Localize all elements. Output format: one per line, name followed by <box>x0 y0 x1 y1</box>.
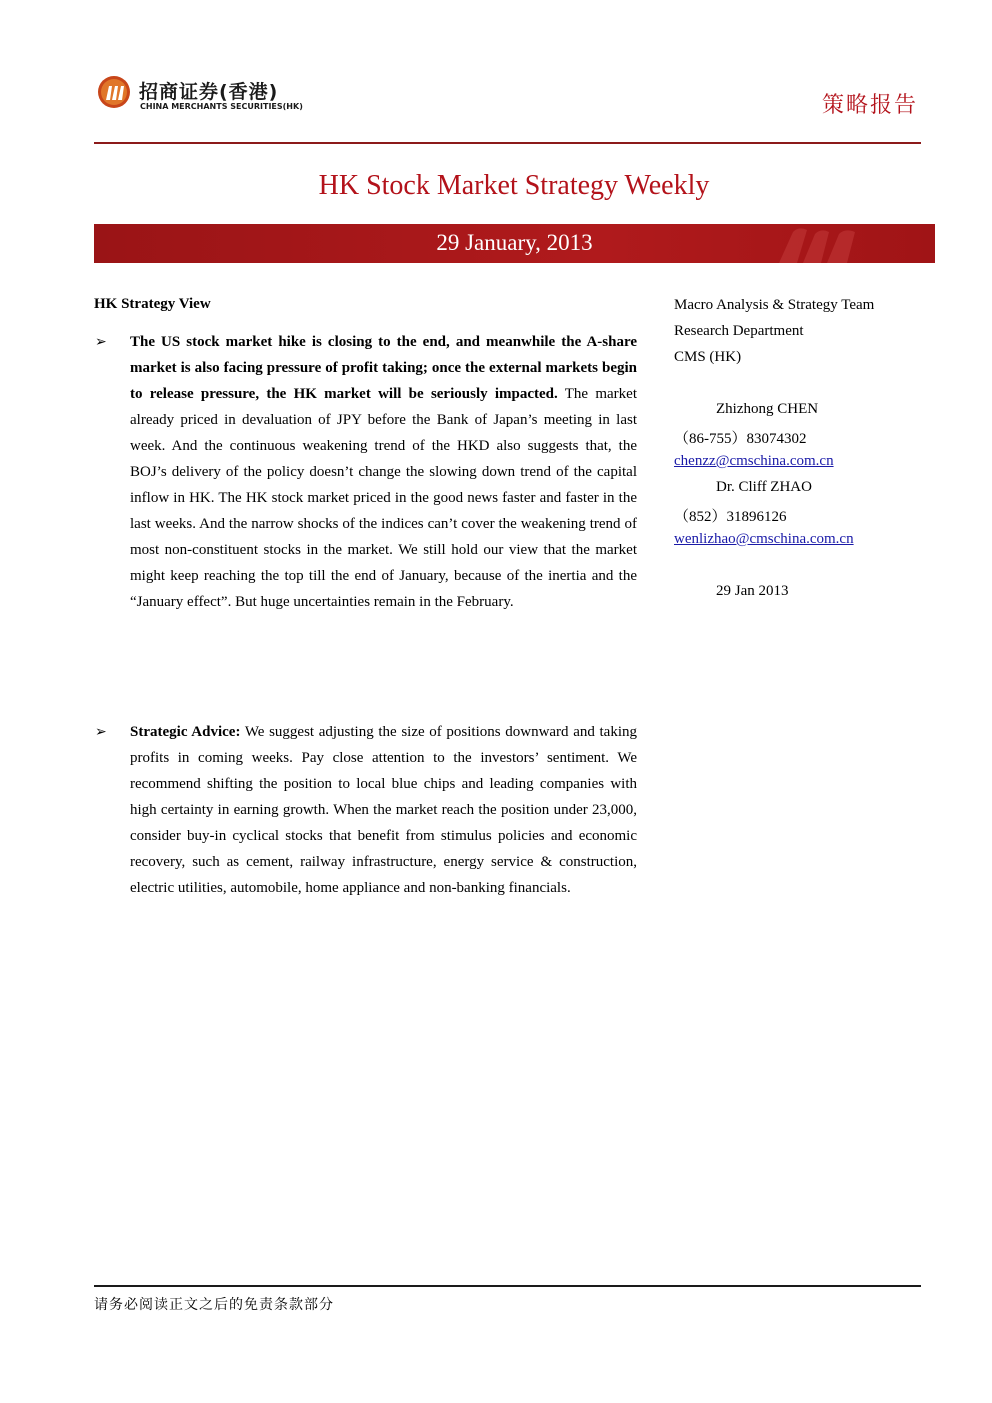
bullet-lead: Strategic Advice: <box>130 724 241 740</box>
report-type-label: 策略报告 <box>821 93 918 118</box>
cms-logo-icon <box>97 75 131 109</box>
bullet-arrow-icon: ➢ <box>95 335 107 350</box>
section-heading: HK Strategy View <box>94 296 211 312</box>
header-divider <box>94 142 921 144</box>
department-name: Research Department <box>674 323 804 339</box>
bullet-arrow-icon: ➢ <box>95 725 107 740</box>
footer-divider <box>94 1285 921 1287</box>
analyst-phone: （86-755）83074302 <box>674 431 807 447</box>
report-date: 29 January, 2013 <box>436 230 593 255</box>
analyst-phone: （852）31896126 <box>674 509 787 525</box>
bullet-paragraph <box>130 719 637 901</box>
bullet-body: The market already priced in devaluation of JPY before the Bank of Japan’s meeting in last week. And the continuous weakening trend of the HKD also suggests that, the BOJ’s delivery of the policy doesn’t change the slowing down trend of the capital inflow in HK. The HK stock market priced in the good news faster and faster in the last weeks. And the narrow shocks of the indices can’t cover the weakening trend of most non-constituent stocks in the market. We still hold our view that the market might keep reaching the top till the end of January, because of the inertia and the “January effect”. But huge uncertainties remain in the February. <box>130 386 637 610</box>
team-name: Macro Analysis & Strategy Team <box>674 297 875 313</box>
bullet-body: We suggest adjusting the size of positions downward and taking profits in coming weeks. Pay close attention to the investors’ sentiment. We recommend shifting the position to local blue chips and leading companies with high certainty in earning growth. When the market reach the position under 23,000, consider buy-in cyclical stocks that benefit from stimulus policies and economic recovery, such as cement, railway infrastructure, energy service & construction, electric utilities, automobile, home appliance and non-banking financials. <box>130 724 637 896</box>
date-banner <box>94 224 935 263</box>
logo-english-name: CHINA MERCHANTS SECURITIES(HK) <box>140 102 303 111</box>
logo-chinese-name: 招商证券(香港) <box>139 81 279 103</box>
disclaimer-note: 请务必阅读正文之后的免责条款部分 <box>94 1297 334 1313</box>
sidebar-date: 29 Jan 2013 <box>716 583 789 599</box>
bullet-lead: The US stock market hike is closing to the end, and meanwhile the A-share market is also facing pressure of profit taking; once the external markets begin to release pressure, the HK market will be seriously impacted. <box>130 334 637 402</box>
analyst-name: Zhizhong CHEN <box>716 401 819 417</box>
analyst-name: Dr. Cliff ZHAO <box>716 479 812 495</box>
analyst-email-link[interactable]: chenzz@cmschina.com.cn <box>674 453 834 469</box>
analyst-email-link[interactable]: wenlizhao@cmschina.com.cn <box>674 531 854 547</box>
report-title: HK Stock Market Strategy Weekly <box>318 170 710 201</box>
bullet-paragraph <box>130 329 637 615</box>
company-name: CMS (HK) <box>674 349 742 365</box>
